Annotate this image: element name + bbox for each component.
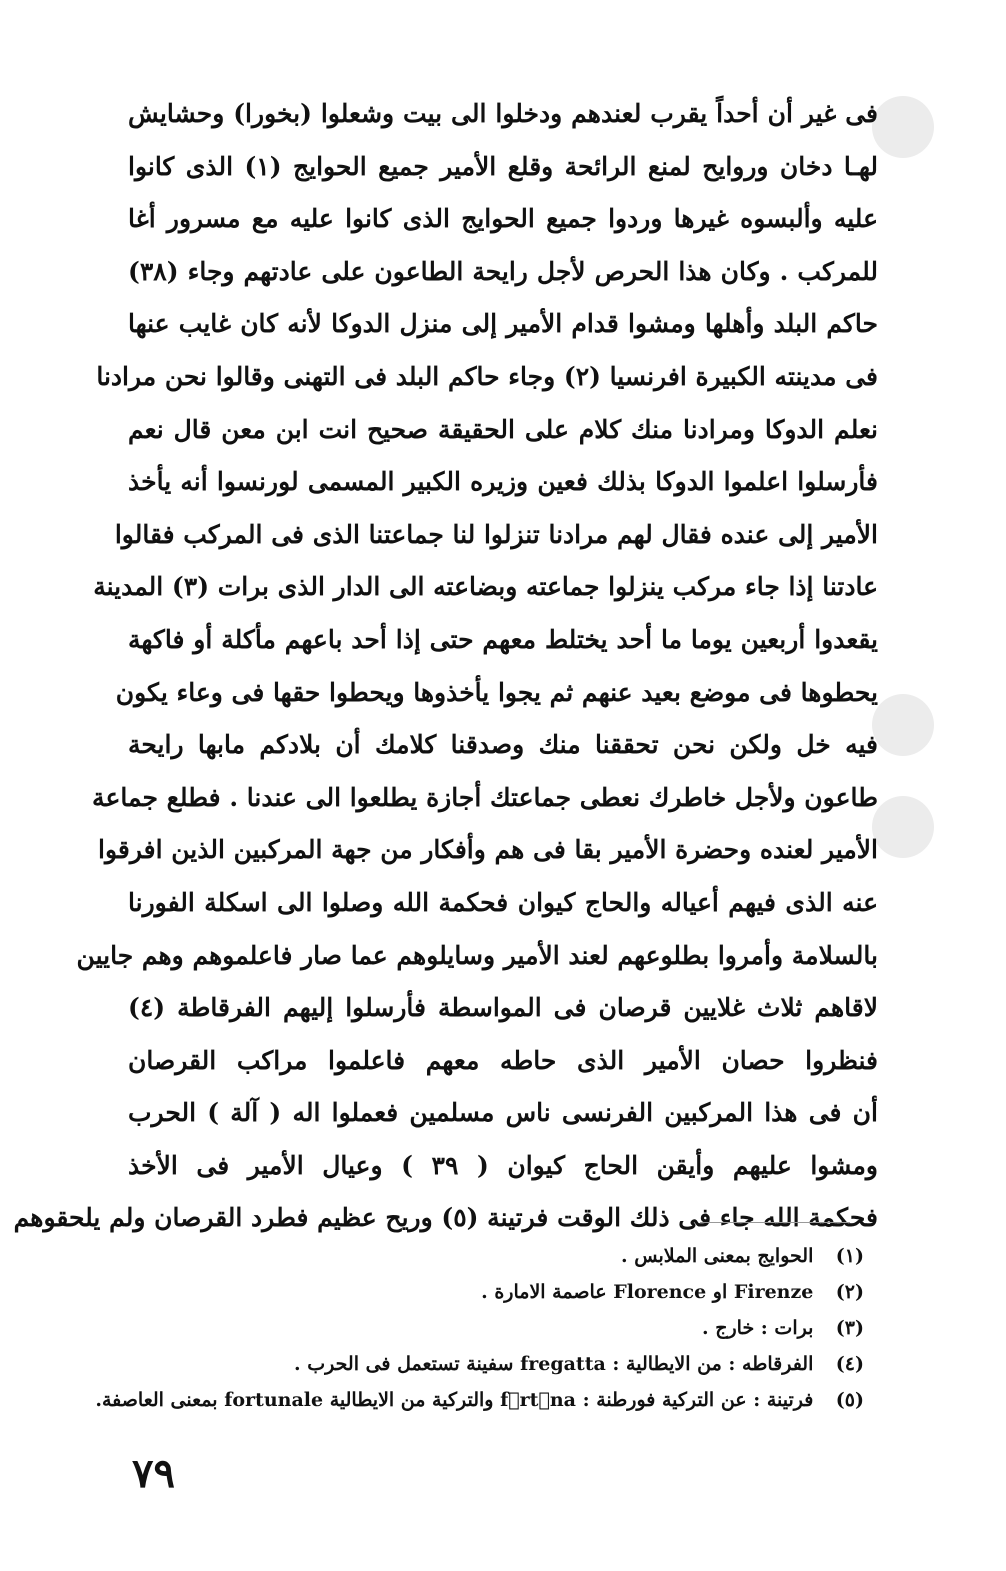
text-line: للمركب . وكان هذا الحرص لأجل رايحة الطاعون على عادتهم وجاء (٣٨) [128, 256, 878, 286]
footnote-text: Firenze او Florence عاصمة الامارة . [481, 1281, 814, 1303]
punch-hole-middle [872, 694, 934, 756]
text-line: فى غير أن أحداً يقرب لعندهم ودخلوا الى بيت وشعلوا (بخورا) وحشايش [128, 99, 878, 128]
text-line: الأمير إلى عنده فقال لهم مرادنا تنزلوا لنا جماعتنا الذى فى المركب فقالوا [114, 519, 878, 549]
text-line: يقعدوا أربعين يوما ما أحد يختلط معهم حتى إذا أحد باعهم مأكلة أو فاكهة [128, 624, 878, 654]
text-line: عليه وألبسوه غيرها وردوا جميع الحوايج الذى كانوا عليه مع مسرور أغا [128, 204, 878, 234]
text-line: أن فى هذا المركبين الفرنسى ناس مسلمين فعملوا اله ( آلة ) الحرب [128, 1098, 878, 1128]
footnote-number: (٣) [835, 1317, 864, 1339]
text-line: يحطوها فى موضع بعيد عنهم ثم يجوا يأخذوها ويحطوا حقها فى وعاء يكون [115, 677, 878, 707]
text-line: ومشوا عليهم وأيقن الحاج كيوان ( ٣٩ ) وعيال الأمير فى الأخذ [128, 1150, 878, 1180]
page-number: ٧٩ [132, 1450, 175, 1497]
text-line: عادتنا إذا جاء مركب ينزلوا جماعته وبضاعته الى الدار الذى برات (٣) المدينة [93, 572, 878, 602]
text-line: عنه الذى فيهم أعياله والحاج كيوان فحكمة الله وصلوا الى اسكلة الفورنا [128, 887, 878, 917]
footnote [120, 1238, 864, 1274]
text-line: نعلم الدوكا ومرادنا منك كلام على الحقيقة صحيح انت ابن معن قال نعم [128, 414, 878, 444]
footnote [120, 1346, 864, 1382]
footnote-text: فرتينة : عن التركية فورطنة : fٓrtٓna والتركية من الايطالية fortunale بمعنى العاصفة. [95, 1389, 814, 1411]
footnote [120, 1274, 864, 1310]
punch-hole-top [872, 96, 934, 158]
text-line: فيه خل ولكن نحن تحققنا منك وصدقنا كلامك أن بلادكم مابها رايحة [128, 730, 878, 760]
punch-hole-lower [872, 796, 934, 858]
footnote-text: برات : خارج . [701, 1317, 814, 1339]
footnotes [95, 1238, 864, 1418]
footnote-number: (١) [835, 1245, 864, 1267]
footnote-number: (٥) [835, 1389, 864, 1411]
text-line: فنظروا حصان الأمير الذى حاطه معهم فاعلموا مراكب القرصان [128, 1045, 878, 1075]
text-line: فى مدينته الكبيرة افرنسيا (٢) وجاء حاكم البلد فى التهنى وقالوا نحن مرادنا [96, 361, 878, 391]
text-line: حاكم البلد وأهلها ومشوا قدام الأمير إلى منزل الدوكا لأنه كان غايب عنها [128, 309, 878, 339]
body-text [13, 88, 878, 1245]
text-line: لاقاهم ثلاث غلايين قرصان فى المواسطة فأرسلوا إليهم الفرقاطة (٤) [128, 993, 878, 1023]
text-line: الأمير لعنده وحضرة الأمير بقا فى هم وأفكار من جهة المركبين الذين افرقوا [98, 835, 878, 865]
footnote-text: الحوايج بمعنى الملابس . [621, 1245, 814, 1267]
footnote-divider [700, 1222, 850, 1223]
footnote [120, 1310, 864, 1346]
text-line: لهـا دخان وروايح لمنع الرائحة وقلع الأمير جميع الحوايج (١) الذى كانوا [128, 151, 878, 181]
footnote [95, 1382, 864, 1418]
footnote-number: (٢) [835, 1281, 864, 1303]
text-line: فأرسلوا اعلموا الدوكا بذلك فعين وزيره الكبير المسمى لورنسوا أنه يأخذ [128, 467, 878, 497]
text-line: فحكمة الله جاء فى ذلك الوقت فرتينة (٥) وريح عظيم فطرد القرصان ولم يلحقوهم [13, 1203, 878, 1233]
text-line: بالسلامة وأمروا بطلوعهم لعند الأمير وسايلوهم عما صار فاعلموهم وهم جايين [76, 940, 878, 970]
text-line: طاعون ولأجل خاطرك نعطى جماعتك أجازة يطلعوا الى عندنا . فطلع جماعة [92, 782, 878, 812]
footnote-text: الفرقاطه : من الايطالية : fregatta سفينة تستعمل فى الحرب . [294, 1353, 814, 1375]
footnote-number: (٤) [835, 1353, 864, 1375]
